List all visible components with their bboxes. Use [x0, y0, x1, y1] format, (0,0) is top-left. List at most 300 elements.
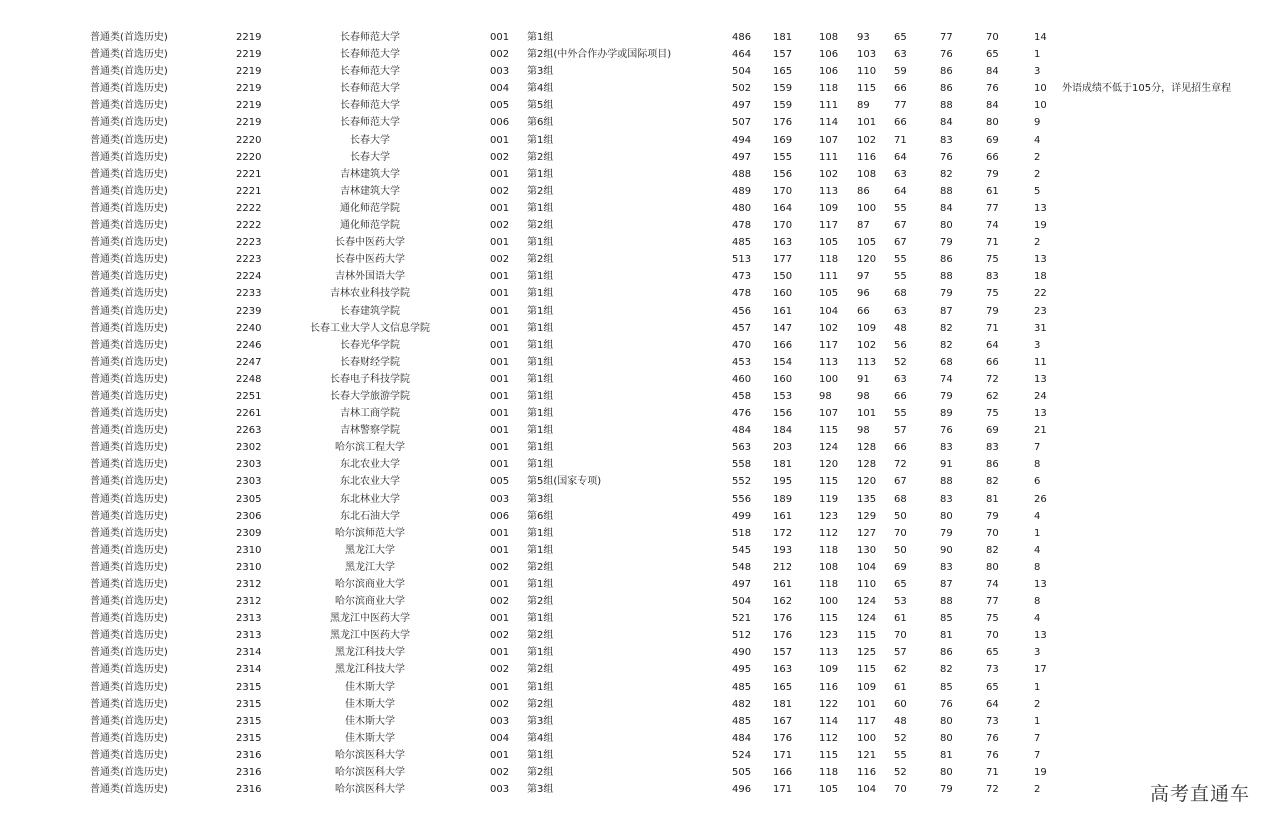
group-code-cell: 001 — [490, 168, 510, 180]
score-cell: 2 — [1034, 237, 1041, 249]
table-row — [0, 234, 1280, 251]
score-cell: 82 — [940, 322, 953, 334]
score-cell: 121 — [857, 749, 877, 761]
score-cell: 86 — [940, 83, 953, 95]
score-cell: 80 — [940, 220, 953, 232]
score-cell: 105 — [819, 237, 839, 249]
score-cell: 464 — [732, 49, 752, 61]
score-cell: 170 — [773, 185, 793, 197]
score-cell: 518 — [732, 527, 752, 539]
category-cell: 普通类(首选历史) — [90, 613, 168, 625]
score-cell: 484 — [732, 732, 752, 744]
group-name-cell: 第1组 — [527, 647, 554, 659]
score-cell: 159 — [773, 100, 793, 112]
score-cell: 83 — [940, 134, 953, 146]
table-row — [0, 303, 1280, 320]
score-cell: 118 — [819, 544, 839, 556]
group-name-cell: 第1组 — [527, 32, 554, 43]
score-cell: 485 — [732, 681, 752, 693]
score-cell: 497 — [732, 151, 752, 163]
table-row — [0, 337, 1280, 354]
score-cell: 504 — [732, 596, 752, 608]
score-cell: 60 — [894, 698, 907, 710]
score-cell: 524 — [732, 749, 752, 761]
score-cell: 82 — [940, 168, 953, 180]
score-cell: 116 — [819, 681, 839, 693]
score-cell: 65 — [894, 579, 907, 590]
score-cell: 63 — [894, 168, 907, 180]
score-cell: 52 — [894, 767, 907, 779]
score-cell: 165 — [773, 66, 793, 78]
group-code-cell: 003 — [490, 715, 510, 727]
score-cell: 69 — [986, 425, 999, 437]
school-name-cell-text: 通化师范学院 — [340, 202, 400, 214]
category-cell: 普通类(首选历史) — [90, 271, 168, 283]
table-row — [0, 285, 1280, 302]
score-cell: 104 — [857, 561, 877, 573]
group-name-cell: 第1组 — [527, 237, 554, 249]
school-code-cell: 2302 — [236, 442, 262, 454]
score-cell: 79 — [940, 527, 953, 539]
category-cell: 普通类(首选历史) — [90, 288, 168, 300]
score-cell: 14 — [1034, 32, 1047, 43]
group-name-cell: 第2组 — [527, 767, 554, 779]
score-cell: 76 — [986, 83, 999, 95]
score-cell: 103 — [857, 49, 877, 61]
category-cell: 普通类(首选历史) — [90, 732, 168, 744]
group-name-cell: 第1组 — [527, 322, 554, 334]
school-name-cell-text: 长春师范大学 — [340, 49, 400, 61]
score-cell: 110 — [857, 579, 877, 590]
category-cell: 普通类(首选历史) — [90, 510, 168, 522]
score-cell: 494 — [732, 134, 752, 146]
score-cell: 163 — [773, 237, 793, 249]
school-code-cell: 2312 — [236, 579, 262, 590]
score-cell: 86 — [940, 66, 953, 78]
school-code-cell: 2315 — [236, 681, 262, 693]
score-cell: 1 — [1034, 681, 1041, 693]
category-cell: 普通类(首选历史) — [90, 647, 168, 659]
category-cell: 普通类(首选历史) — [90, 767, 168, 779]
score-cell: 10 — [1034, 100, 1047, 112]
score-cell: 26 — [1034, 493, 1047, 505]
school-code-cell: 2221 — [236, 185, 262, 197]
school-name-cell-text: 佳木斯大学 — [345, 698, 395, 710]
score-cell: 457 — [732, 322, 752, 334]
score-cell: 1 — [1034, 527, 1041, 539]
score-cell: 88 — [940, 185, 953, 197]
score-cell: 181 — [773, 698, 793, 710]
score-cell: 84 — [986, 66, 999, 78]
category-cell: 普通类(首选历史) — [90, 322, 168, 334]
score-cell: 76 — [940, 151, 953, 163]
score-cell: 83 — [940, 561, 953, 573]
score-cell: 62 — [894, 664, 907, 676]
group-code-cell: 004 — [490, 83, 510, 95]
score-cell: 502 — [732, 83, 752, 95]
school-code-cell: 2222 — [236, 220, 262, 232]
score-cell: 150 — [773, 271, 793, 283]
group-name-cell: 第5组 — [527, 100, 554, 112]
score-cell: 83 — [986, 442, 999, 454]
school-name-cell-text: 哈尔滨医科大学 — [335, 784, 405, 796]
score-cell: 113 — [819, 185, 839, 197]
category-cell: 普通类(首选历史) — [90, 185, 168, 197]
score-cell: 115 — [819, 613, 839, 625]
score-cell: 76 — [940, 425, 953, 437]
score-cell: 19 — [1034, 767, 1047, 779]
category-cell: 普通类(首选历史) — [90, 630, 168, 642]
score-cell: 507 — [732, 117, 752, 129]
score-cell: 57 — [894, 425, 907, 437]
score-cell: 73 — [986, 715, 999, 727]
score-cell: 2 — [1034, 151, 1041, 163]
score-cell: 115 — [857, 664, 877, 676]
school-code-cell: 2315 — [236, 732, 262, 744]
group-name-cell: 第1组 — [527, 134, 554, 146]
score-cell: 80 — [940, 767, 953, 779]
group-name-cell: 第1组 — [527, 339, 554, 351]
score-cell: 107 — [819, 134, 839, 146]
score-cell: 105 — [857, 237, 877, 249]
school-code-cell: 2314 — [236, 647, 262, 659]
group-name-cell: 第1组 — [527, 527, 554, 539]
score-cell: 4 — [1034, 510, 1041, 522]
score-cell: 88 — [940, 271, 953, 283]
group-name-cell: 第1组 — [527, 749, 554, 761]
group-code-cell: 001 — [490, 749, 510, 761]
school-code-cell: 2303 — [236, 459, 262, 471]
school-name-cell-text: 佳木斯大学 — [345, 681, 395, 693]
score-cell: 101 — [857, 698, 877, 710]
group-name-cell: 第1组 — [527, 202, 554, 214]
score-cell: 163 — [773, 664, 793, 676]
group-name-cell: 第2组 — [527, 561, 554, 573]
score-cell: 172 — [773, 527, 793, 539]
score-cell: 118 — [819, 254, 839, 266]
school-code-cell: 2220 — [236, 134, 262, 146]
score-cell: 189 — [773, 493, 793, 505]
score-cell: 63 — [894, 373, 907, 385]
score-cell: 118 — [819, 767, 839, 779]
table-row — [0, 46, 1280, 63]
group-name-cell: 第2组 — [527, 664, 554, 676]
score-cell: 56 — [894, 339, 907, 351]
group-code-cell: 001 — [490, 32, 510, 43]
table-row — [0, 747, 1280, 764]
table-row — [0, 29, 1280, 46]
school-code-cell: 2219 — [236, 100, 262, 112]
score-cell: 82 — [940, 664, 953, 676]
category-cell: 普通类(首选历史) — [90, 459, 168, 471]
category-cell: 普通类(首选历史) — [90, 373, 168, 385]
school-name-cell-text: 黑龙江中医药大学 — [330, 613, 410, 625]
score-cell: 2 — [1034, 698, 1041, 710]
group-code-cell: 002 — [490, 596, 510, 608]
score-cell: 91 — [857, 373, 870, 385]
score-cell: 497 — [732, 579, 752, 590]
score-cell: 75 — [986, 408, 999, 420]
table-row — [0, 713, 1280, 730]
score-cell: 176 — [773, 630, 793, 642]
score-cell: 161 — [773, 510, 793, 522]
score-cell: 80 — [940, 510, 953, 522]
score-cell: 70 — [986, 32, 999, 43]
category-cell: 普通类(首选历史) — [90, 151, 168, 163]
school-name-cell-text: 长春师范大学 — [340, 83, 400, 95]
score-cell: 80 — [986, 117, 999, 129]
school-name-cell-text: 长春师范大学 — [340, 66, 400, 78]
score-cell: 18 — [1034, 271, 1047, 283]
score-cell: 86 — [857, 185, 870, 197]
score-cell: 114 — [819, 117, 839, 129]
score-cell: 19 — [1034, 220, 1047, 232]
school-name-cell-text: 黑龙江大学 — [345, 561, 395, 573]
category-cell: 普通类(首选历史) — [90, 32, 168, 43]
school-name-cell-text: 长春中医药大学 — [335, 254, 405, 266]
score-cell: 115 — [819, 476, 839, 488]
group-code-cell: 001 — [490, 305, 510, 317]
group-name-cell: 第5组(国家专项) — [527, 476, 602, 488]
table-row — [0, 610, 1280, 627]
school-code-cell: 2313 — [236, 613, 262, 625]
category-cell: 普通类(首选历史) — [90, 493, 168, 505]
score-cell: 77 — [894, 100, 907, 112]
score-cell: 161 — [773, 305, 793, 317]
score-cell: 111 — [819, 151, 839, 163]
score-cell: 61 — [986, 185, 999, 197]
category-cell: 普通类(首选历史) — [90, 356, 168, 368]
score-cell: 89 — [940, 408, 953, 420]
category-cell: 普通类(首选历史) — [90, 784, 168, 796]
school-name-cell-text: 佳木斯大学 — [345, 732, 395, 744]
category-cell: 普通类(首选历史) — [90, 561, 168, 573]
score-cell: 50 — [894, 544, 907, 556]
score-cell: 77 — [986, 596, 999, 608]
group-name-cell: 第2组 — [527, 596, 554, 608]
score-cell: 13 — [1034, 373, 1047, 385]
score-cell: 124 — [857, 596, 877, 608]
score-cell: 70 — [894, 527, 907, 539]
school-code-cell: 2219 — [236, 117, 262, 129]
score-cell: 109 — [819, 202, 839, 214]
group-name-cell: 第3组 — [527, 715, 554, 727]
score-cell: 166 — [773, 767, 793, 779]
table-row — [0, 114, 1280, 131]
score-cell: 104 — [857, 784, 877, 796]
score-cell: 84 — [940, 202, 953, 214]
score-cell: 476 — [732, 408, 752, 420]
score-cell: 9 — [1034, 117, 1041, 129]
group-code-cell: 005 — [490, 476, 510, 488]
category-cell: 普通类(首选历史) — [90, 220, 168, 232]
score-cell: 480 — [732, 202, 752, 214]
score-cell: 66 — [857, 305, 870, 317]
group-name-cell: 第1组 — [527, 288, 554, 300]
score-cell: 117 — [819, 339, 839, 351]
score-cell: 85 — [940, 681, 953, 693]
score-cell: 68 — [894, 288, 907, 300]
score-cell: 86 — [986, 459, 999, 471]
score-cell: 122 — [819, 698, 839, 710]
school-name-cell-text: 长春工业大学人文信息学院 — [310, 322, 430, 334]
school-name-cell-text: 东北林业大学 — [340, 493, 400, 505]
score-cell: 110 — [857, 66, 877, 78]
score-cell: 59 — [894, 66, 907, 78]
score-cell: 76 — [986, 732, 999, 744]
score-cell: 67 — [894, 237, 907, 249]
table-row — [0, 593, 1280, 610]
score-cell: 66 — [986, 356, 999, 368]
group-name-cell: 第2组 — [527, 220, 554, 232]
score-cell: 50 — [894, 510, 907, 522]
group-code-cell: 001 — [490, 356, 510, 368]
group-name-cell: 第6组 — [527, 117, 554, 129]
school-name-cell-text: 吉林警察学院 — [340, 425, 400, 437]
score-cell: 109 — [857, 322, 877, 334]
score-cell: 108 — [819, 32, 839, 43]
category-cell: 普通类(首选历史) — [90, 442, 168, 454]
score-cell: 23 — [1034, 305, 1047, 317]
score-cell: 65 — [986, 681, 999, 693]
table-row — [0, 439, 1280, 456]
score-cell: 79 — [940, 390, 953, 402]
score-cell: 101 — [857, 117, 877, 129]
school-code-cell: 2263 — [236, 425, 262, 437]
score-cell: 55 — [894, 254, 907, 266]
score-cell: 101 — [857, 408, 877, 420]
score-cell: 490 — [732, 647, 752, 659]
school-code-cell: 2316 — [236, 784, 262, 796]
score-cell: 75 — [986, 254, 999, 266]
category-cell: 普通类(首选历史) — [90, 527, 168, 539]
school-code-cell: 2306 — [236, 510, 262, 522]
school-code-cell: 2239 — [236, 305, 262, 317]
score-cell: 69 — [894, 561, 907, 573]
score-cell: 74 — [986, 220, 999, 232]
table-row — [0, 200, 1280, 217]
score-cell: 111 — [819, 100, 839, 112]
score-cell: 486 — [732, 32, 752, 43]
table-row — [0, 473, 1280, 490]
group-name-cell: 第2组 — [527, 185, 554, 197]
score-cell: 98 — [857, 425, 870, 437]
table-row — [0, 456, 1280, 473]
score-cell: 84 — [940, 117, 953, 129]
group-code-cell: 002 — [490, 767, 510, 779]
group-code-cell: 001 — [490, 134, 510, 146]
school-name-cell-text: 黑龙江中医药大学 — [330, 630, 410, 642]
school-code-cell: 2310 — [236, 544, 262, 556]
category-cell: 普通类(首选历史) — [90, 168, 168, 180]
score-cell: 3 — [1034, 647, 1041, 659]
table-row — [0, 405, 1280, 422]
score-cell: 100 — [857, 202, 877, 214]
school-name-cell-text: 哈尔滨商业大学 — [335, 579, 405, 590]
group-code-cell: 001 — [490, 271, 510, 283]
score-cell: 115 — [819, 749, 839, 761]
score-cell: 13 — [1034, 202, 1047, 214]
group-code-cell: 002 — [490, 151, 510, 163]
group-code-cell: 002 — [490, 254, 510, 266]
score-cell: 496 — [732, 784, 752, 796]
score-cell: 72 — [894, 459, 907, 471]
score-cell: 130 — [857, 544, 877, 556]
score-cell: 64 — [894, 151, 907, 163]
category-cell: 普通类(首选历史) — [90, 66, 168, 78]
score-cell: 100 — [819, 596, 839, 608]
score-cell: 117 — [819, 220, 839, 232]
score-cell: 104 — [819, 305, 839, 317]
score-cell: 156 — [773, 408, 793, 420]
score-cell: 64 — [986, 698, 999, 710]
group-name-cell: 第2组 — [527, 630, 554, 642]
score-cell: 109 — [819, 664, 839, 676]
score-cell: 66 — [894, 117, 907, 129]
score-cell: 71 — [986, 767, 999, 779]
score-cell: 67 — [894, 220, 907, 232]
school-name-cell-text: 佳木斯大学 — [345, 715, 395, 727]
score-cell: 82 — [940, 339, 953, 351]
score-cell: 105 — [819, 784, 839, 796]
score-cell: 82 — [986, 476, 999, 488]
score-cell: 13 — [1034, 254, 1047, 266]
table-row — [0, 679, 1280, 696]
score-cell: 88 — [940, 476, 953, 488]
score-cell: 102 — [857, 339, 877, 351]
watermark-text: 高考直通车 — [1149, 783, 1250, 805]
table-row — [0, 542, 1280, 559]
group-code-cell: 001 — [490, 322, 510, 334]
group-code-cell: 001 — [490, 442, 510, 454]
remark-cell: 外语成绩不低于105分，详见招生章程 — [1062, 83, 1232, 95]
score-cell: 112 — [819, 527, 839, 539]
category-cell: 普通类(首选历史) — [90, 681, 168, 693]
school-code-cell: 2312 — [236, 596, 262, 608]
score-cell: 108 — [819, 561, 839, 573]
score-cell: 119 — [819, 493, 839, 505]
score-cell: 125 — [857, 647, 877, 659]
score-cell: 5 — [1034, 185, 1041, 197]
score-cell: 107 — [819, 408, 839, 420]
table-row — [0, 576, 1280, 593]
table-row — [0, 730, 1280, 747]
score-cell: 88 — [940, 100, 953, 112]
table-row — [0, 696, 1280, 713]
score-cell: 76 — [940, 698, 953, 710]
score-cell: 31 — [1034, 322, 1047, 334]
score-cell: 93 — [857, 32, 870, 43]
score-cell: 83 — [940, 442, 953, 454]
score-cell: 72 — [986, 373, 999, 385]
school-name-cell-text: 长春师范大学 — [340, 117, 400, 129]
score-cell: 157 — [773, 647, 793, 659]
score-cell: 118 — [819, 83, 839, 95]
score-cell: 97 — [857, 271, 870, 283]
score-cell: 102 — [819, 322, 839, 334]
score-cell: 79 — [940, 237, 953, 249]
category-cell: 普通类(首选历史) — [90, 596, 168, 608]
score-cell: 7 — [1034, 732, 1041, 744]
score-cell: 71 — [986, 322, 999, 334]
score-cell: 162 — [773, 596, 793, 608]
group-code-cell: 001 — [490, 237, 510, 249]
table-row — [0, 251, 1280, 268]
score-cell: 115 — [819, 425, 839, 437]
category-cell: 普通类(首选历史) — [90, 134, 168, 146]
score-cell: 159 — [773, 83, 793, 95]
score-cell: 489 — [732, 185, 752, 197]
